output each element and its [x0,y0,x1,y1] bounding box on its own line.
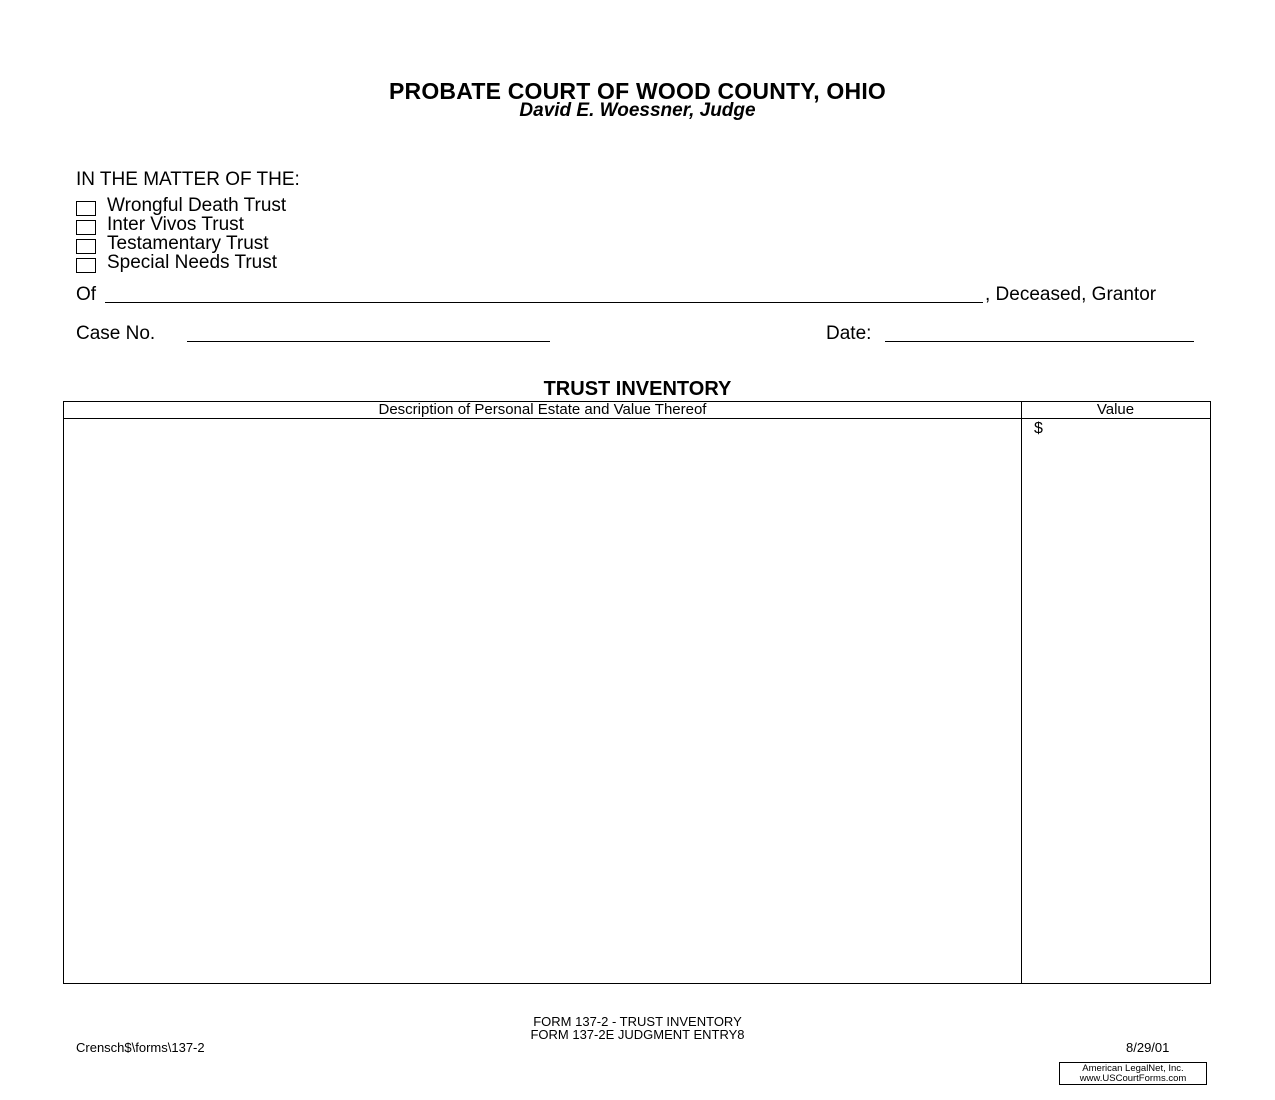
header-divider [64,418,1210,419]
column-divider [1021,402,1022,983]
case-number-field[interactable] [187,341,550,342]
form-revision-date: 8/29/01 [1126,1040,1170,1055]
checkbox[interactable] [76,258,96,273]
court-title: PROBATE COURT OF WOOD COUNTY, OHIO [388,78,887,104]
currency-symbol: $ [1034,420,1043,437]
description-field[interactable] [66,420,1018,981]
form-file-path: Crensch$\forms\137-2 [76,1040,205,1055]
publisher-website: www.USCourtForms.com [1079,1073,1187,1084]
checkbox[interactable] [76,201,96,216]
case-number-label: Case No. [76,323,156,344]
option-label: Inter Vivos Trust [107,214,244,235]
publisher-stamp [1059,1062,1207,1085]
inventory-table [63,401,1211,984]
inventory-title: TRUST INVENTORY [543,378,732,400]
publisher-name: American LegalNet, Inc. [1082,1063,1184,1074]
option-label: Testamentary Trust [107,233,269,254]
column-header-value: Value [1096,401,1135,418]
checkbox[interactable] [76,239,96,254]
form-number-line-2: FORM 137-2E JUDGMENT ENTRY8 [530,1027,745,1042]
option-label: Wrongful Death Trust [107,195,287,216]
value-field[interactable] [1024,420,1208,981]
column-header-description: Description of Personal Estate and Value Thereof [378,401,707,418]
deceased-grantor-label: , Deceased, Grantor [985,284,1157,305]
of-label: Of [76,284,97,305]
checkbox[interactable] [76,220,96,235]
decedent-name-field[interactable] [105,302,983,303]
date-field[interactable] [885,341,1194,342]
date-label: Date: [826,323,872,344]
form-number-line-1: FORM 137-2 - TRUST INVENTORY [533,1014,742,1029]
option-label: Special Needs Trust [107,252,278,273]
matter-heading: IN THE MATTER OF THE: [76,169,300,190]
judge-name: David E. Woessner, Judge [519,100,756,121]
